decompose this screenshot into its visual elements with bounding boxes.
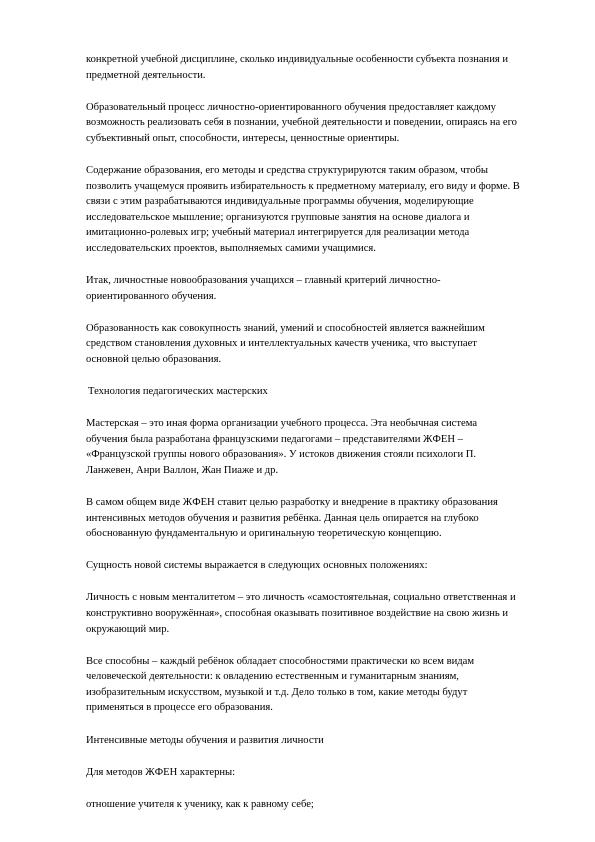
document-body xyxy=(86,52,520,829)
paragraph: Итак, личностные новообразования учащихся – главный критерий личностно-ориентированного обучения. xyxy=(86,275,441,302)
paragraph: Личность с новым менталитетом – это личность «самостоятельная, социально ответственная и конструктивно вооружённая», способная оказывать позитивное воздействие на свою жизнь и окружающий мир. xyxy=(86,592,516,635)
paragraph: Интенсивные методы обучения и развития личности xyxy=(86,734,324,746)
paragraph: Мастерская – это иная форма организации учебного процесса. Эта необычная система обучения была разработана французскими педагогами – представителями ЖФЕН – «Французской группы нового образования». У истоков движения стояли психологи П. Ланжевен, Анри Валлон, Жан Пиаже и др. xyxy=(86,418,478,476)
paragraph: Содержание образования, его методы и средства структурируются таким образом, чтобы позволить учащемуся проявить избирательность к предметному материалу, его виду и форме. В связи с этим разрабатываются индивидуальные программы обучения, моделирующие исследовательское мышление; организуются групповые занятия на основе диалога и имитационно-ролевых игр; учебный материал интегрируется для реализации метода исследовательских проектов, выполняемых самими учащимися. xyxy=(86,164,520,254)
paragraph: конкретной учебной дисциплине, сколько индивидуальные особенности субъекта познания и предметной деятельности. xyxy=(86,54,509,81)
paragraph: Все способны – каждый ребёнок обладает способностями практически ко всем видам человеческой деятельности: к овладению естественным и гуманитарным знаниям, изобразительным искусством, музыкой и т.д. Дело только в том, какие методы будут применяться в процессе его образования. xyxy=(86,655,475,714)
paragraph: Образовательный процесс личностно-ориентированного обучения предоставляет каждому возможность реализовать себя в познании, учебной деятельности и поведении, опираясь на его субъективный опыт, способности, интересы, ценностные ориентиры. xyxy=(86,101,517,144)
paragraph: В самом общем виде ЖФЕН ставит целью разработку и внедрение в практику образования интенсивных методов обучения и развития ребёнка. Данная цель опирается на глубоко обоснованную фундаментальную и оригинальную теоретическую концепцию. xyxy=(86,496,498,540)
paragraph: Образованность как совокупность знаний, умений и способностей является важнейшим средством становления духовных и интеллектуальных качеств ученика, что выступает основной целью образования. xyxy=(86,322,485,365)
paragraph: Сущность новой системы выражается в следующих основных положениях: xyxy=(86,560,428,572)
section-heading: Технология педагогических мастерских xyxy=(88,386,268,397)
paragraph: Для методов ЖФЕН характерны: xyxy=(86,766,236,778)
paragraph: отношение учителя к ученику, как к равному себе; xyxy=(86,798,314,810)
